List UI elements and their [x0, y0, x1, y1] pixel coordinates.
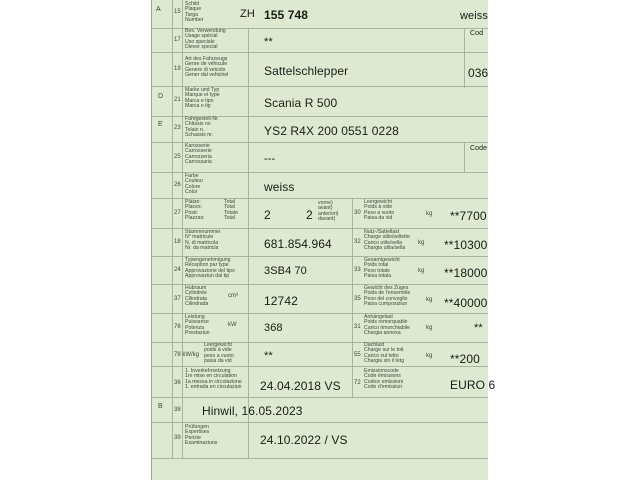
field-number: 72 [354, 380, 361, 386]
field-number: 24 [174, 267, 181, 273]
code-label: Code [470, 145, 488, 152]
seats-total-value: 2 [264, 208, 271, 222]
unit-label: kW [228, 322, 237, 328]
seats-front-value: 2 [306, 208, 313, 222]
unit-label: kg [426, 325, 433, 331]
plate-canton: ZH [240, 8, 255, 20]
body-value: --- [264, 153, 276, 165]
row-divider [152, 198, 488, 199]
issue-place-date: Hinwil, 16.05.2023 [202, 404, 303, 418]
field-number: 18 [174, 239, 181, 245]
field-number: 78 kW/kg [174, 352, 200, 358]
row-divider [152, 366, 488, 367]
chassis-value: YS2 R4X 200 0551 0228 [264, 124, 399, 138]
column-divider [172, 0, 173, 458]
plate-number: 155 748 [264, 8, 309, 22]
matriculation-label: Stammnummer N° matricule N. di matricola Nr. da matricla [185, 229, 221, 252]
column-divider [248, 142, 249, 198]
gross-weight-value: **18000 [444, 266, 488, 280]
emission-code-label: Emissionscode Code émissions Codice emissioni Code d'emissiun [364, 368, 404, 391]
field-number: 26 [174, 182, 181, 188]
section-letter-a: A [156, 6, 161, 13]
section-letter-e: E [158, 121, 163, 128]
seats-label: Plätze: Places: Posti: Plazzas: [185, 199, 205, 222]
column-divider [248, 28, 249, 142]
column-divider [182, 0, 183, 458]
field-number: 38 [174, 407, 181, 413]
displacement-value: 12742 [264, 294, 298, 308]
payload-value: **10300 [444, 238, 488, 252]
vehicle-type-label: Art des Fahrzeugs Genre de véhicule Genere di veicolo Gener dal vehichel [185, 56, 229, 79]
inspection-value: 24.10.2022 / VS [260, 433, 348, 447]
vehicle-type-value: Sattelschlepper [264, 64, 349, 78]
plate-color: weiss [460, 10, 489, 22]
payload-label: Nutz-/Sattellast Charge utile/sellette Carico utile/sella Chargia utila/sella [364, 229, 410, 252]
column-divider [464, 28, 465, 88]
row-divider [152, 172, 488, 173]
vehicle-registration-document [152, 0, 496, 480]
special-use-label: Bes. Verwendung Usage spécial Uso speciale Diever special [185, 28, 226, 51]
unit-label: kg [426, 353, 433, 359]
column-divider [464, 142, 465, 172]
field-number: 31 [354, 324, 361, 330]
unit-label: kg [418, 268, 425, 274]
field-number: 33 [354, 267, 361, 273]
empty-weight-label: Leergewicht Poids à vide Peso a vuoto Paisa da vid [364, 199, 395, 222]
train-weight-label: Gewicht des Zuges Poids de l'ensemble Peso del convoglio Paisa cumposiziun [364, 285, 411, 308]
train-weight-value: **40000 [444, 296, 488, 310]
color-value: weiss [264, 180, 295, 194]
field-number: 23 [174, 125, 181, 131]
field-number: 36 [174, 380, 181, 386]
displacement-label: Hubraum Cylindrée Cilindrata Cilindrada [185, 285, 209, 308]
body-label: Karosserie Carrosserie Carrozzeria Carrossaria [185, 143, 212, 166]
seats-front-label: vorne) avant) anteriori) davant) [318, 200, 339, 223]
field-number: 15 [174, 9, 181, 15]
matriculation-value: 681.854.964 [264, 237, 332, 251]
roof-load-value: **200 [450, 352, 480, 366]
section-letter-b: B [158, 403, 163, 410]
field-number: 30 [354, 210, 361, 216]
first-registration-label: 1. Inverkehrsetzung 1re mise en circulation 1a messa in circolazione 1. entrada en circulaziun [185, 368, 242, 391]
make-model-label: Marke und Typ Marque et type Marca e tipo Marca e tip [185, 87, 220, 110]
code-label: Cod [470, 30, 484, 37]
emission-code-value: EURO 6 [450, 378, 496, 392]
first-registration-value: 24.04.2018 VS [260, 379, 341, 393]
inspection-label: Prüfungen Expertises Perizie Examinaziuns [185, 424, 218, 447]
row-divider [152, 422, 488, 423]
gross-weight-label: Gesamtgewicht Poids total Peso totale Paisa totala [364, 257, 400, 280]
special-use-value: ** [264, 36, 273, 48]
field-number: 35 [354, 296, 361, 302]
row-divider [152, 342, 488, 343]
field-number: 27 [174, 210, 181, 216]
section-letter-d: D [158, 93, 164, 100]
type-approval-label: Typengenehmigung Réception par type Approvazione del tipo Approvaziun dal tip [185, 257, 235, 280]
chassis-label: Fahrgestell-Nr. Châssis no Telaio n. Schassis nr. [185, 116, 220, 139]
unit-label: kg [418, 240, 425, 246]
row-divider [152, 397, 488, 398]
field-number: 76 [174, 324, 181, 330]
field-number: 37 [174, 296, 181, 302]
field-number: 17 [174, 37, 181, 43]
power-weight-label: Leergewicht poids à vide peso a vuoto paisa da vid [204, 342, 234, 365]
row-divider [152, 52, 488, 53]
towing-load-label: Anhängelast Poids remorquable Carico rimorchiabile Chargia annexa [364, 314, 410, 337]
towing-load-value: ** [474, 322, 483, 334]
power-value: 368 [264, 322, 283, 334]
unit-label: kg [426, 297, 433, 303]
unit-label: cm³ [228, 293, 238, 299]
roof-load-label: Dachlast Charge sur le toit Carico sul tetto Chargia sin il tetg [364, 342, 405, 365]
power-weight-value: ** [264, 350, 273, 362]
field-number: 39 [174, 435, 181, 441]
empty-weight-value: **7700 [450, 209, 487, 223]
row-divider [152, 458, 488, 459]
field-number: 25 [174, 154, 181, 160]
type-approval-value: 3SB4 70 [264, 265, 307, 277]
seats-total-label: Total Total Totale Total [224, 199, 238, 222]
field-number: 21 [174, 97, 181, 103]
vehicle-type-code: 036 [468, 66, 489, 80]
field-number: 32 [354, 239, 361, 245]
field-number: 55 [354, 352, 361, 358]
column-divider [248, 198, 249, 397]
column-divider [352, 198, 353, 397]
field-number: 19 [174, 66, 181, 72]
plate-label: Schild Plaque Targa Number [185, 1, 204, 24]
power-label: Leistung Puissance Potenza Prestaziun [185, 314, 210, 337]
unit-label: kg [426, 211, 433, 217]
make-model-value: Scania R 500 [264, 96, 338, 110]
color-label: Farbe Couleur Colore Colur [185, 173, 204, 196]
